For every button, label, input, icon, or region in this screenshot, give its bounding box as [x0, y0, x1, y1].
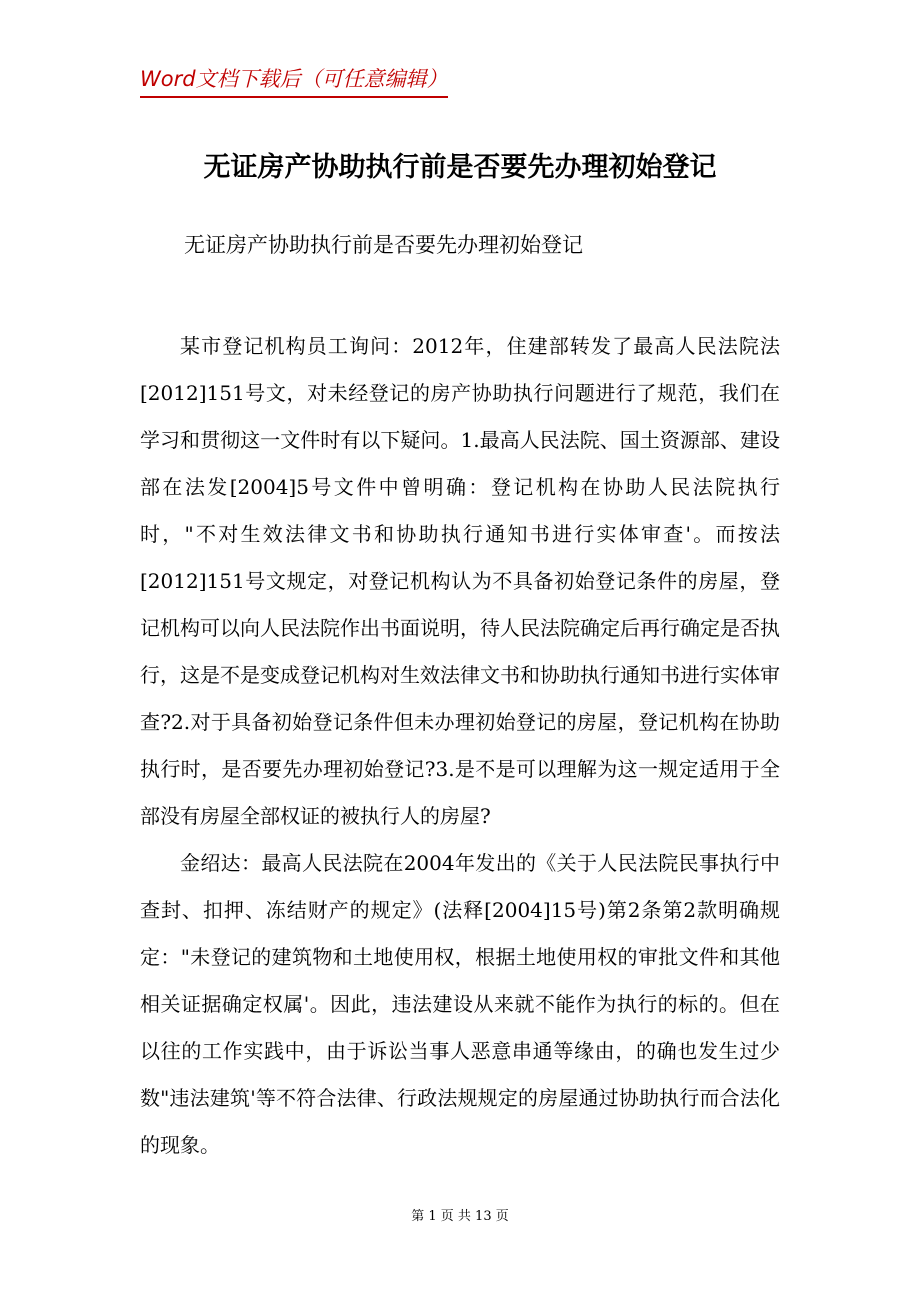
body-paragraph: 某市登记机构员工询问：2012年，住建部转发了最高人民法院法[2012]151号文，对未经登记的房产协助执行问题进行了规范，我们在学习和贯彻这一文件时有以下疑问。1.最高人民法院、国土资源部、建设部在法发[2004]5号文件中曾明确：登记机构在协助人民法院执行时，"不对生效法律文书和协助执行通知书进行实体审查'。而按法[2012]151号文规定，对登记机构认为不具备初始登记条件的房屋，登记机构可以向人民法院作出书面说明，待人民法院确定后再行确定是否执行，这是不是变成登记机构对生效法律文书和协助执行通知书进行实体审查?2.对于具备初始登记条件但未办理初始登记的房屋，登记机构在协助执行时，是否要先办理初始登记?3.是不是可以理解为这一规定适用于全部没有房屋全部权证的被执行人的房屋?: [140, 334, 780, 828]
document-subtitle: 无证房产协助执行前是否要先办理初始登记: [184, 233, 583, 257]
document-body: [140, 323, 780, 1169]
download-header: Word文档下载后（可任意编辑）: [140, 66, 448, 98]
document-title: 无证房产协助执行前是否要先办理初始登记: [203, 152, 717, 183]
page-number-footer: 第 1 页 共 13 页: [411, 1209, 509, 1224]
body-paragraph: 金绍达：最高人民法院在2004年发出的《关于人民法院民事执行中查封、扣押、冻结财产的规定》(法释[2004]15号)第2条第2款明确规定："未登记的建筑物和土地使用权，根据土地使用权的审批文件和其他相关证据确定权属'。因此，违法建设从来就不能作为执行的标的。但在以往的工作实践中，由于诉讼当事人恶意串通等缘由，的确也发生过少数"违法建筑'等不符合法律、行政法规规定的房屋通过协助执行而合法化的现象。: [140, 851, 780, 1157]
